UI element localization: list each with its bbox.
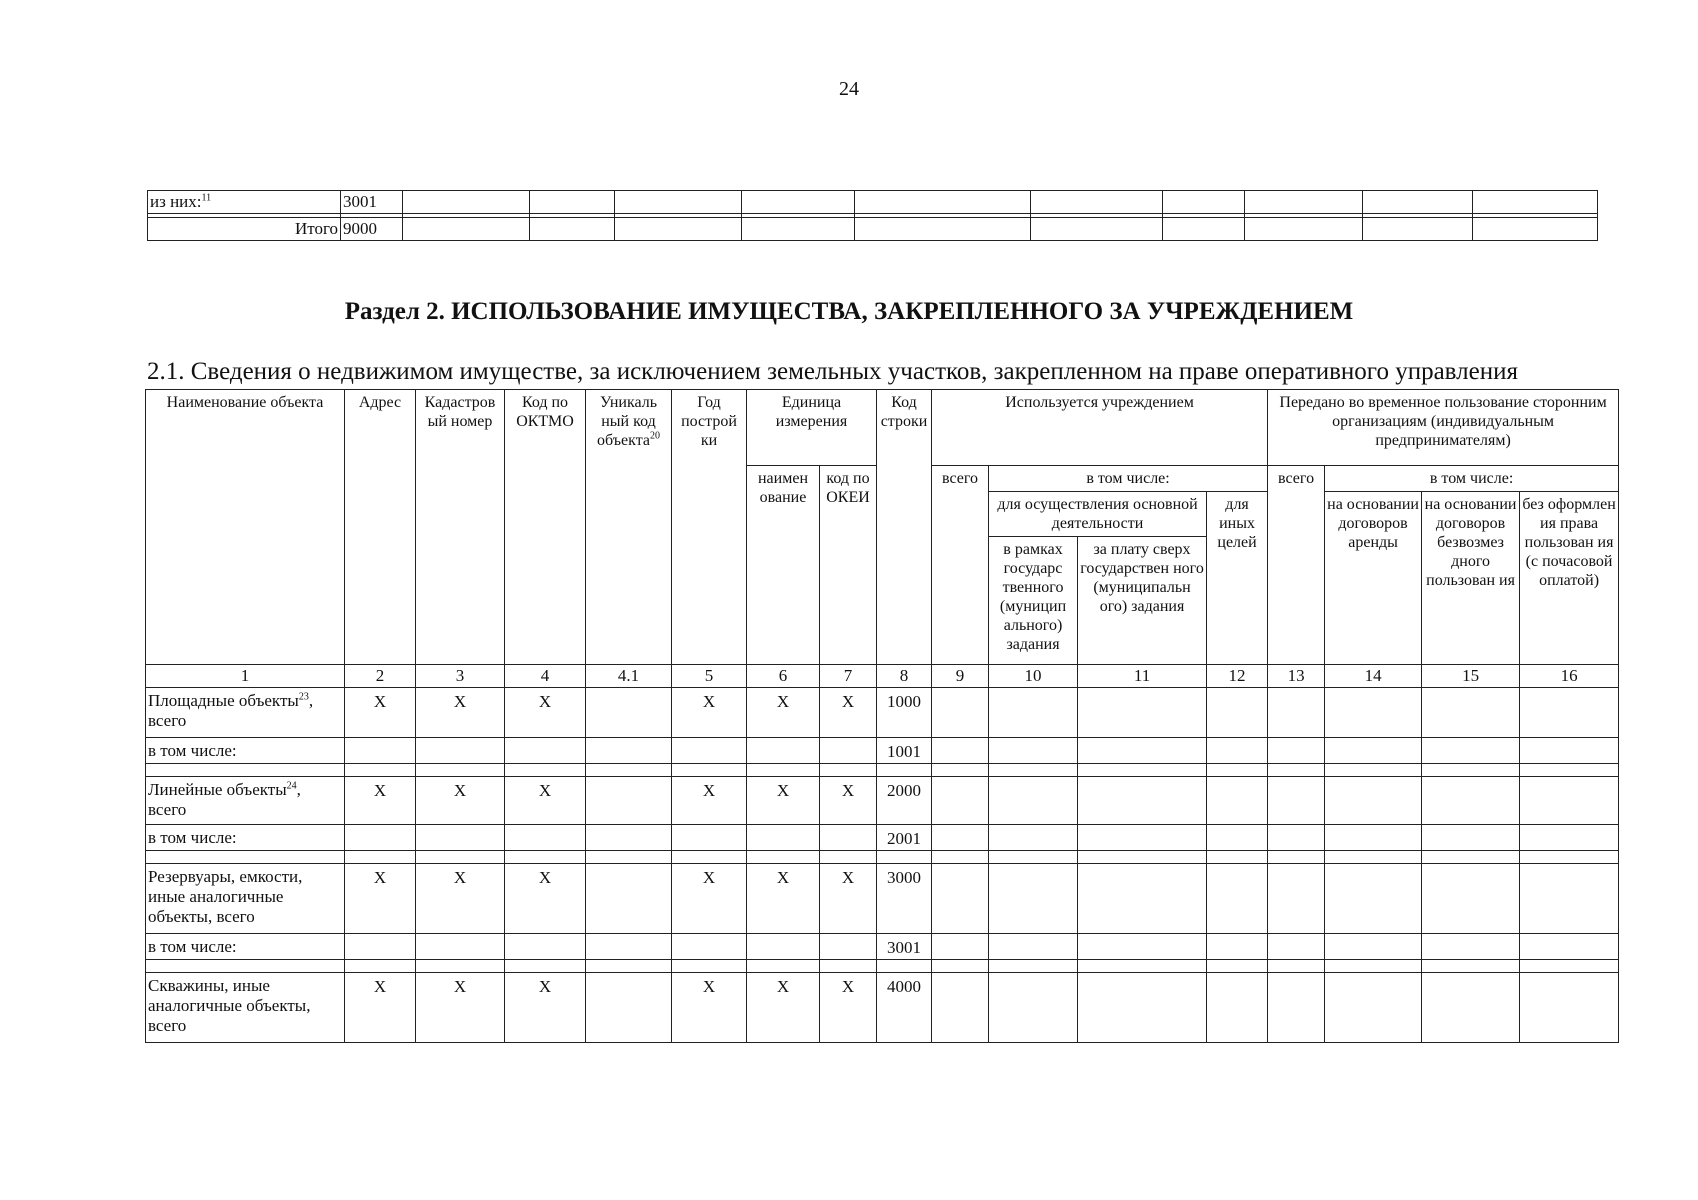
header-year: Год построй ки [672, 390, 747, 665]
header-main-activity: для осуществления основной деятельности [989, 492, 1207, 537]
cell-x: X [505, 973, 586, 1043]
row-label: Итого [148, 218, 341, 241]
cell-x: X [416, 973, 505, 1043]
column-number: 3 [416, 665, 505, 688]
header-incl-transferred: в том числе: [1325, 466, 1619, 492]
column-numbers-row [146, 665, 1619, 688]
table-row [146, 934, 1619, 960]
header-oktmo: Код по ОКТМО [505, 390, 586, 665]
table-row [146, 777, 1619, 825]
cell-x: X [747, 777, 820, 825]
page-number: 24 [839, 78, 859, 100]
row-code: 3001 [341, 191, 403, 214]
column-number: 4 [505, 665, 586, 688]
header-transferred: Передано во временное пользование сторонним организациям (индивидуальным предпринимателям) [1268, 390, 1619, 466]
cell-x: X [747, 864, 820, 934]
column-number: 10 [989, 665, 1078, 688]
cell-x: X [345, 973, 416, 1043]
header-free-use: на основании договоров безвозмез дного пользован ия [1422, 492, 1520, 665]
column-number: 1 [146, 665, 345, 688]
top-continuation-table [147, 190, 1598, 241]
table-row [146, 973, 1619, 1043]
column-number: 2 [345, 665, 416, 688]
row-code: 2001 [877, 825, 932, 851]
table-row [148, 191, 1598, 214]
header-row-code: Код строки [877, 390, 932, 665]
cell-x: X [820, 973, 877, 1043]
cell-x: X [672, 973, 747, 1043]
subsection-title: 2.1. Сведения о недвижимом имуществе, за исключением земельных участков, закрепленном на праве оперативного управления [147, 358, 1518, 385]
column-number: 12 [1207, 665, 1268, 688]
table-row [146, 688, 1619, 738]
column-number: 8 [877, 665, 932, 688]
row-code: 3000 [877, 864, 932, 934]
cell-x: X [747, 973, 820, 1043]
header-incl-used: в том числе: [989, 466, 1268, 492]
column-number: 14 [1325, 665, 1422, 688]
cell-x: X [820, 688, 877, 738]
header-other: для иных целей [1207, 492, 1268, 665]
cell-x: X [672, 688, 747, 738]
cell-x: X [672, 777, 747, 825]
table-row [146, 864, 1619, 934]
row-code: 3001 [877, 934, 932, 960]
section-title: Раздел 2. ИСПОЛЬЗОВАНИЕ ИМУЩЕСТВА, ЗАКРЕПЛЕННОГО ЗА УЧРЕЖДЕНИЕМ [344, 298, 1354, 325]
header-unit: Единица измерения [747, 390, 877, 466]
cell-x: X [820, 864, 877, 934]
column-number: 5 [672, 665, 747, 688]
table-row [146, 825, 1619, 851]
header-name: Наименование объекта [146, 390, 345, 665]
column-number: 7 [820, 665, 877, 688]
table-row [148, 218, 1598, 241]
property-table [145, 389, 1619, 1043]
row-name: в том числе: [146, 825, 345, 851]
cell-x: X [416, 777, 505, 825]
cell-x: X [416, 864, 505, 934]
row-code: 1000 [877, 688, 932, 738]
header-paid: за плату сверх государствен ного (муниципальн ого) задания [1078, 537, 1207, 665]
row-code: 4000 [877, 973, 932, 1043]
cell-x: X [345, 864, 416, 934]
row-name: Резервуары, емкости, иные аналогичные объекты, всего [146, 864, 345, 934]
column-number: 15 [1422, 665, 1520, 688]
cell-x: X [345, 688, 416, 738]
row-name: Линейные объекты$^{24}$, всего [146, 777, 345, 825]
cell-x: X [747, 688, 820, 738]
header-okei: код по ОКЕИ [820, 466, 877, 665]
cell-x: X [505, 777, 586, 825]
header-cadastral: Кадастров ый номер [416, 390, 505, 665]
column-number: 11 [1078, 665, 1207, 688]
column-number: 6 [747, 665, 820, 688]
row-code: 1001 [877, 738, 932, 764]
header-no-formal: без оформлен ия права пользован ия (с почасовой оплатой) [1520, 492, 1619, 665]
header-total-used: всего [932, 466, 989, 665]
column-number: 4.1 [586, 665, 672, 688]
cell-x: X [820, 777, 877, 825]
row-label: из них:$^{11}$ [148, 191, 341, 214]
header-state-task: в рамках государс твенного (муницип ального) задания [989, 537, 1078, 665]
column-number: 16 [1520, 665, 1619, 688]
cell-x: X [505, 864, 586, 934]
column-number: 13 [1268, 665, 1325, 688]
cell-x: X [672, 864, 747, 934]
row-name: Площадные объекты$^{23}$, всего [146, 688, 345, 738]
cell-x: X [416, 688, 505, 738]
cell-x: X [345, 777, 416, 825]
header-used: Используется учреждением [932, 390, 1268, 466]
header-lease: на основании договоров аренды [1325, 492, 1422, 665]
row-code: 9000 [341, 218, 403, 241]
column-number: 9 [932, 665, 989, 688]
row-name: Скважины, иные аналогичные объекты, всего [146, 973, 345, 1043]
row-name: в том числе: [146, 738, 345, 764]
header-total-transferred: всего [1268, 466, 1325, 665]
table-row [146, 738, 1619, 764]
header-unit-name: наимен ование [747, 466, 820, 665]
header-address: Адрес [345, 390, 416, 665]
row-name: в том числе: [146, 934, 345, 960]
header-unique-code: Уникаль ный код объекта$^{20}$ [586, 390, 672, 665]
row-code: 2000 [877, 777, 932, 825]
cell-x: X [505, 688, 586, 738]
